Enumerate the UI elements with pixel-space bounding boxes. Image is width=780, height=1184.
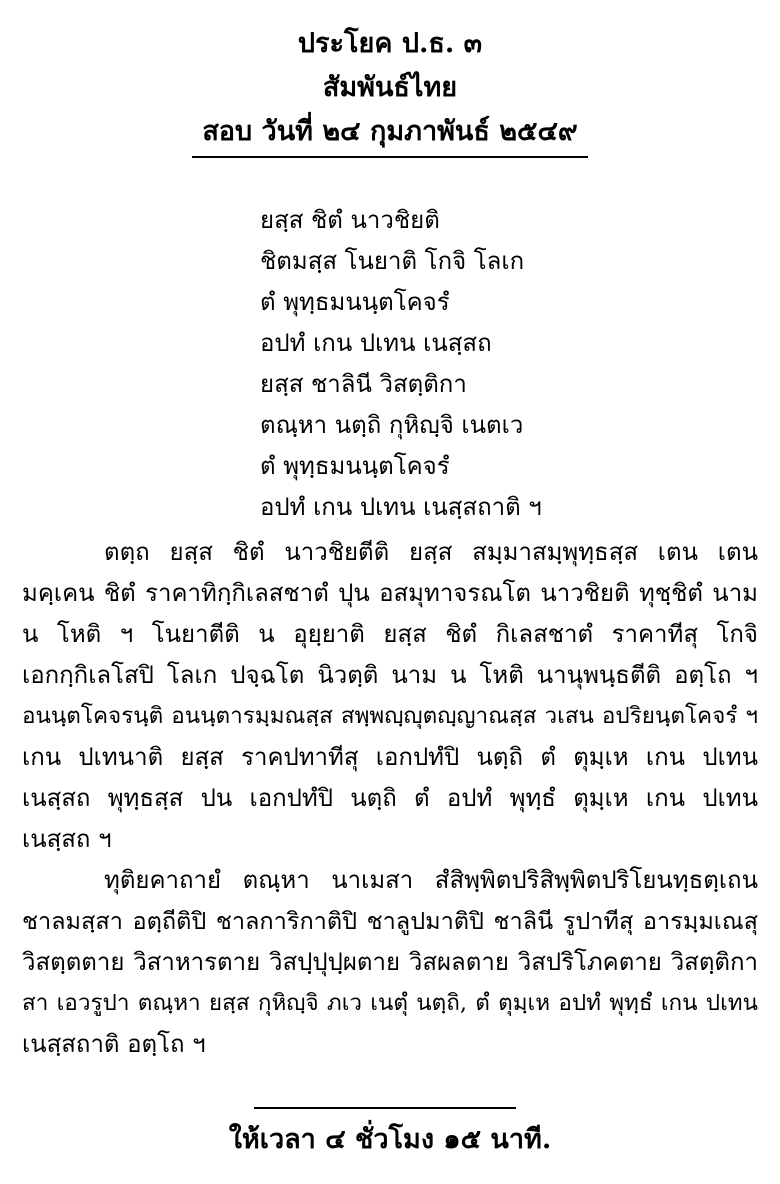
paragraph-line: เนสฺสถ ฯ bbox=[22, 825, 112, 853]
exam-header bbox=[0, 22, 780, 154]
exam-level-title: ประโยค ป.ธ. ๓ bbox=[297, 28, 483, 59]
verse-line: ชิตมสฺส โนยาติ โกจิ โลเก bbox=[260, 247, 525, 275]
verse-line: ตณฺหา นตฺถิ กุหิญฺจิ เนตเว bbox=[260, 411, 524, 439]
verse-line: ตํ พุทฺธมนนฺตโคจรํ bbox=[260, 452, 450, 480]
paragraph-line: ทุติยคาถายํ ตณฺหา นาเมสา สํสิพฺพิตปริสิพฺพิตปริโยนทฺธตฺเถน bbox=[104, 866, 758, 894]
paragraph-line: ชาลมสฺสา อตฺถีติปิ ชาลการิกาติปิ ชาลูปมาติปิ ชาลินี รูปาทีสุ อารมฺมเณสุ bbox=[22, 907, 758, 935]
exam-date-line bbox=[0, 110, 780, 154]
paragraph-line: เนสฺสถาติ อตฺโถ ฯ bbox=[22, 1030, 206, 1058]
paragraph-line: น โหติ ฯ โนยาตีติ น อุยฺยาติ ยสฺส ชิตํ กิเลสชาตํ ราคาทีสุ โกจิ bbox=[22, 620, 758, 648]
paragraph-line: เนสฺสถ พุทฺธสฺส ปน เอกปทํปิ นตฺถิ ตํ อปทํ พุทฺธํ ตุมฺเห เกน ปเทน bbox=[22, 784, 758, 812]
paragraph-line: ตตฺถ ยสฺส ชิตํ นาวชิยตีติ ยสฺส สมฺมาสมฺพุทฺธสฺส เตน เตน bbox=[104, 538, 758, 566]
commentary-paragraph-2 bbox=[22, 860, 758, 1065]
exam-subject-title: สัมพันธ์ไทย bbox=[322, 72, 458, 103]
verse-line: ยสฺส ชาลินี วิสตฺติกา bbox=[260, 370, 467, 398]
commentary-paragraph-1 bbox=[22, 532, 758, 860]
verse-line: อปทํ เกน ปเทน เนสฺสถ bbox=[260, 329, 492, 357]
verse-line: ตํ พุทฺธมนนฺตโคจรํ bbox=[260, 288, 450, 316]
paragraph-line: อนนฺตโคจรนฺติ อนนฺตารมฺมณสฺส สพฺพญฺญุตญฺญาณสฺส วเสน อปริยนฺตโคจรํ ฯ bbox=[22, 703, 758, 729]
paragraph-line: วิสตฺตตาย วิสาหารตาย วิสปฺปุปฺผตาย วิสผลตาย วิสปริโภคตาย วิสตฺติกา bbox=[22, 948, 758, 976]
verse-line: อปทํ เกน ปเทน เนสฺสถาติ ฯ bbox=[260, 493, 542, 521]
paragraph-line: เกน ปเทนาติ ยสฺส ราคปทาทีสุ เอกปทํปิ นตฺถิ ตํ ตุมฺเห เกน ปเทน bbox=[22, 743, 758, 771]
paragraph-line: เอกกฺกิเลโสปิ โลเก ปจฺฉโต นิวตฺติ นาม น โหติ นานุพนฺธตีติ อตฺโถ ฯ bbox=[22, 661, 758, 689]
paragraph-line: มคฺเคน ชิตํ ราคาทิกฺกิเลสชาตํ ปุน อสมุทาจรณโต นาวชิยติ ทุชฺชิตํ นาม bbox=[22, 579, 758, 607]
paragraph-line: สา เอวรูปา ตณฺหา ยสฺส กุหิญฺจิ ภเว เนตุํ นตฺถิ, ตํ ตุมฺเห อปทํ พุทฺธํ เกน ปเทน bbox=[22, 990, 758, 1016]
verse-line: ยสฺส ชิตํ นาวชิยติ bbox=[260, 206, 440, 234]
footer-divider bbox=[254, 1107, 516, 1109]
pali-verse bbox=[260, 200, 542, 528]
exam-date-text: สอบ วันที่ ๒๔ กุมภาพันธ์ ๒๕๔๙ bbox=[192, 110, 587, 158]
time-allowed: ให้เวลา ๔ ชั่วโมง ๑๕ นาที. bbox=[228, 1124, 552, 1155]
